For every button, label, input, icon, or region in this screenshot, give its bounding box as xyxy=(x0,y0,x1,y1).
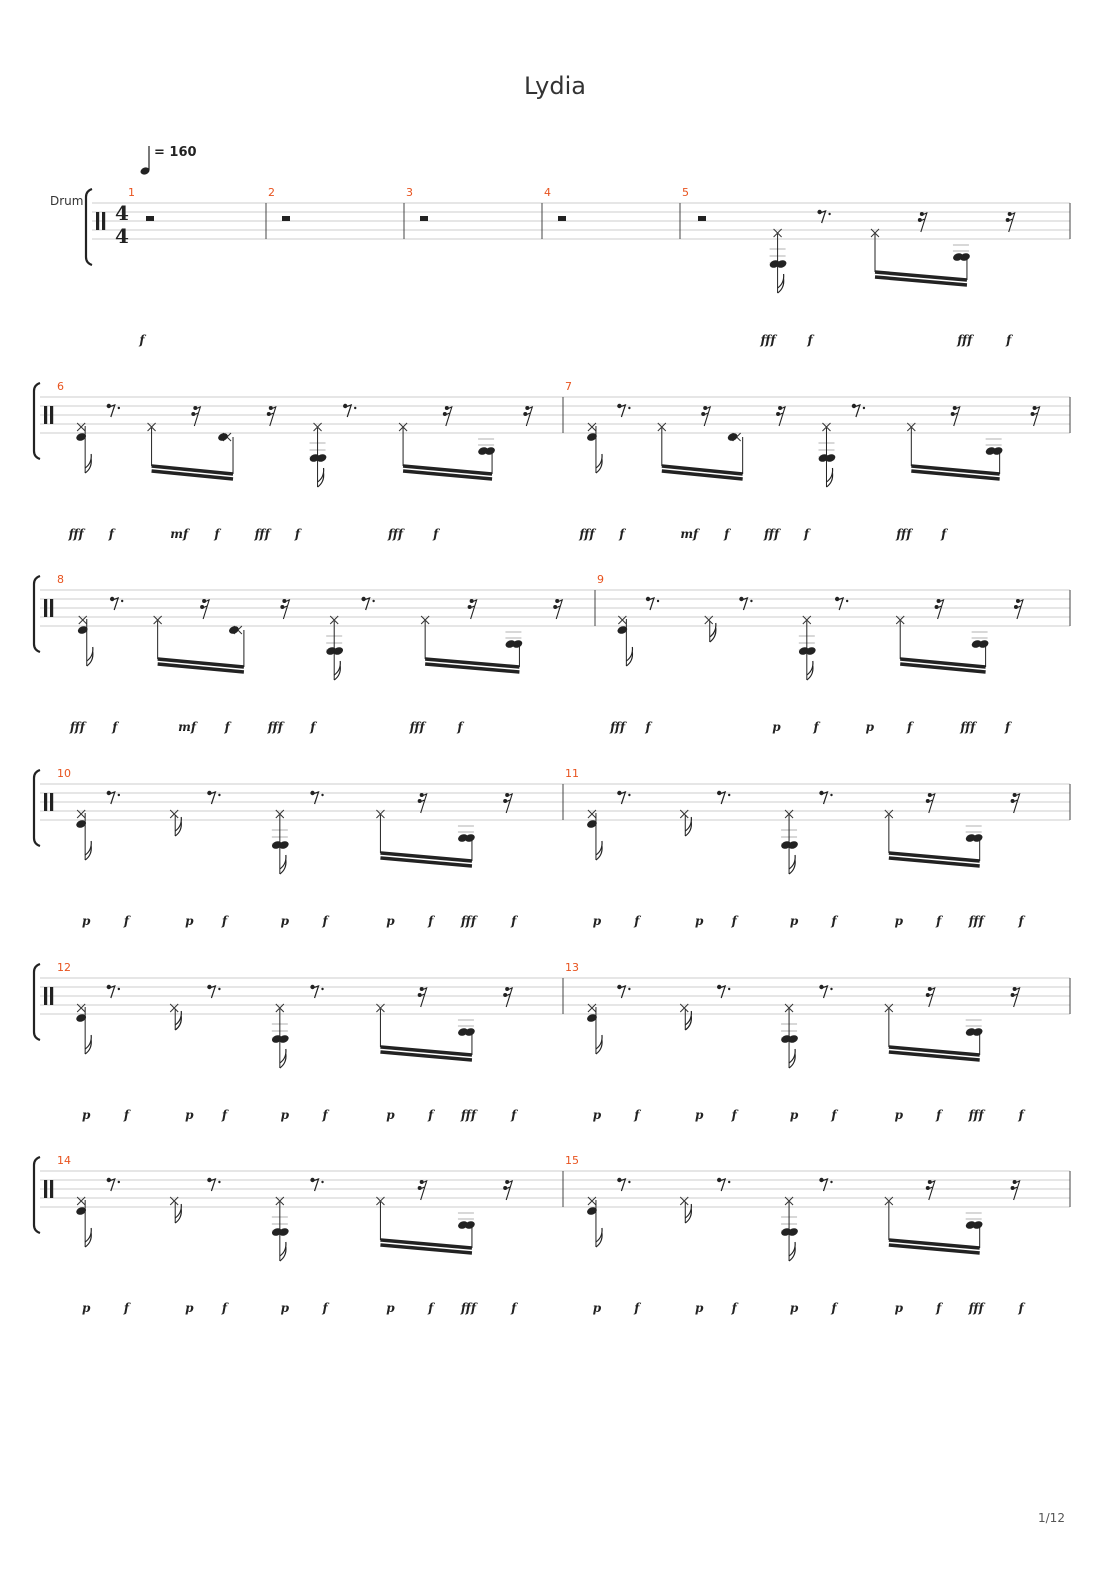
dynamic-marking: p xyxy=(386,914,395,928)
measure-number: 15 xyxy=(565,1154,579,1167)
dynamic-marking: f xyxy=(428,1108,434,1122)
sixteenth-rest xyxy=(951,406,960,426)
dynamic-marking: p xyxy=(592,914,602,928)
dynamic-marking: fff xyxy=(460,1108,476,1122)
sixteenth-rest xyxy=(503,793,512,813)
system-bracket xyxy=(34,383,40,459)
dynamic-marking: fff xyxy=(610,720,626,734)
dynamic-marking: f xyxy=(457,720,463,734)
dynamic-marking: fff xyxy=(760,333,776,347)
time-signature-bottom: 4 xyxy=(115,224,129,248)
dynamic-marking: f xyxy=(214,527,220,541)
sixteenth-rest xyxy=(926,987,935,1007)
measure xyxy=(616,597,1023,680)
dynamic-marking: f xyxy=(936,914,942,928)
dynamic-marking: f xyxy=(936,1301,942,1315)
dynamic-marking: p xyxy=(185,914,194,928)
notehead xyxy=(217,432,229,442)
measure xyxy=(77,597,562,680)
dynamic-marking: p xyxy=(386,1108,395,1122)
dynamic-marking: fff xyxy=(764,527,780,541)
dynamic-marking: mf xyxy=(170,527,189,541)
sixteenth-rest xyxy=(191,406,200,426)
dynamic-marking: p xyxy=(789,914,799,928)
dynamic-marking: f xyxy=(139,333,145,347)
notehead xyxy=(972,1220,984,1230)
dynamic-marking: f xyxy=(221,1301,228,1315)
score-title: Lydia xyxy=(524,72,586,100)
dynamic-marking: p xyxy=(280,1301,290,1315)
dynamic-marking: fff xyxy=(968,914,984,928)
sixteenth-rest xyxy=(1011,987,1020,1007)
sixteenth-rest xyxy=(503,987,512,1007)
measure-rest xyxy=(282,216,290,221)
sixteenth-rest xyxy=(418,987,427,1007)
measure-number: 12 xyxy=(57,961,71,974)
dynamic-marking: p xyxy=(592,1108,602,1122)
dynamic-marking: f xyxy=(511,1301,517,1315)
sixteenth-rest xyxy=(418,793,427,813)
staff-system xyxy=(0,961,1110,1151)
measure-number: 3 xyxy=(406,186,413,199)
measure-rest xyxy=(698,216,706,221)
measure xyxy=(558,216,566,221)
dynamic-marking: f xyxy=(322,914,328,928)
dynamic-marking: f xyxy=(634,1108,640,1122)
quarter-note-icon xyxy=(140,144,154,180)
dynamic-marking: f xyxy=(906,720,913,734)
measure-rest xyxy=(420,216,428,221)
notehead xyxy=(464,1220,476,1230)
dynamic-marking: fff xyxy=(460,1301,476,1315)
dynamic-marking: f xyxy=(634,1301,640,1315)
dynamic-marking: f xyxy=(123,1108,129,1122)
system-bracket xyxy=(34,770,40,846)
notehead xyxy=(972,833,984,843)
dynamic-marking: f xyxy=(1018,1108,1024,1122)
dynamic-marking: fff xyxy=(254,527,270,541)
dynamic-marking: fff xyxy=(579,527,595,541)
sixteenth-rest xyxy=(280,599,289,619)
dynamic-marking: f xyxy=(831,914,837,928)
percussion-clef-icon xyxy=(50,406,53,424)
dynamic-marking: f xyxy=(294,527,301,541)
dynamic-marking: p xyxy=(81,914,91,928)
sixteenth-rest xyxy=(918,212,927,232)
staff-system xyxy=(0,380,1110,570)
dynamic-marking: p xyxy=(592,1301,602,1315)
dynamic-marking: mf xyxy=(680,527,699,541)
dynamic-marking: f xyxy=(511,914,517,928)
percussion-clef-icon xyxy=(50,1180,53,1198)
staff-system xyxy=(0,1154,1110,1344)
notehead xyxy=(992,446,1004,456)
measure xyxy=(586,404,1040,487)
measure xyxy=(698,210,1015,293)
measure xyxy=(75,985,512,1068)
dynamic-marking: p xyxy=(185,1108,194,1122)
measure-number: 4 xyxy=(544,186,551,199)
dynamic-marking: f xyxy=(428,1301,434,1315)
dynamic-marking: f xyxy=(221,914,228,928)
measure-number: 6 xyxy=(57,380,64,393)
dynamic-marking: fff xyxy=(960,720,976,734)
staff xyxy=(0,1154,1110,1314)
dynamic-marking: p xyxy=(894,914,904,928)
dynamic-marking: p xyxy=(789,1108,799,1122)
system-bracket xyxy=(34,964,40,1040)
measure-number: 5 xyxy=(682,186,689,199)
measure-number: 13 xyxy=(565,961,579,974)
notehead xyxy=(464,833,476,843)
dynamic-marking: f xyxy=(224,720,230,734)
dynamic-marking: f xyxy=(310,720,316,734)
dynamic-marking: fff xyxy=(968,1108,984,1122)
page-number: 1/12 xyxy=(1038,1511,1065,1525)
dynamic-marking: f xyxy=(123,914,129,928)
measure xyxy=(75,791,512,874)
notehead xyxy=(511,639,523,649)
sixteenth-rest xyxy=(1011,1180,1020,1200)
sixteenth-rest xyxy=(418,1180,427,1200)
dynamic-marking: fff xyxy=(409,720,425,734)
measure-rest xyxy=(558,216,566,221)
dynamic-marking: f xyxy=(831,1108,837,1122)
dynamic-marking: fff xyxy=(68,527,84,541)
dynamic-marking: f xyxy=(724,527,730,541)
measure-rest xyxy=(146,216,154,221)
dynamic-marking: fff xyxy=(460,914,476,928)
tempo-value: = 160 xyxy=(154,145,197,160)
dynamic-marking: f xyxy=(433,527,439,541)
sixteenth-rest xyxy=(926,1180,935,1200)
dynamic-marking: p xyxy=(185,1301,194,1315)
dynamic-marking: p xyxy=(695,1108,704,1122)
time-signature-top: 4 xyxy=(115,201,129,225)
dynamic-marking: f xyxy=(803,527,810,541)
dynamic-marking: fff xyxy=(69,720,85,734)
measure xyxy=(420,216,428,221)
measure xyxy=(586,985,1020,1068)
notehead xyxy=(959,252,971,262)
sixteenth-rest xyxy=(1031,406,1040,426)
dynamic-marking: f xyxy=(322,1108,328,1122)
staff-system xyxy=(0,186,1110,376)
dynamic-marking: p xyxy=(894,1108,904,1122)
dynamic-marking: f xyxy=(108,527,114,541)
dynamic-marking: fff xyxy=(387,527,404,541)
sixteenth-rest xyxy=(443,406,452,426)
dynamic-marking: f xyxy=(511,1108,517,1122)
measure-number: 7 xyxy=(565,380,572,393)
sixteenth-rest xyxy=(553,599,562,619)
dynamic-marking: f xyxy=(123,1301,129,1315)
staff xyxy=(0,186,1110,346)
dynamic-marking: p xyxy=(865,720,875,734)
percussion-clef-icon xyxy=(44,987,47,1005)
dynamic-marking: f xyxy=(731,1108,737,1122)
sixteenth-rest xyxy=(1011,793,1020,813)
dynamic-marking: f xyxy=(1005,720,1011,734)
dynamic-marking: f xyxy=(813,720,819,734)
notehead xyxy=(978,639,990,649)
dynamic-marking: f xyxy=(634,914,640,928)
dynamic-marking: f xyxy=(831,1301,837,1315)
measure-number: 11 xyxy=(565,767,579,780)
notehead xyxy=(464,1027,476,1037)
sixteenth-rest xyxy=(468,599,477,619)
dynamic-marking: fff xyxy=(957,333,973,347)
instrument-name: Drum xyxy=(50,194,84,208)
measure xyxy=(146,216,154,221)
dynamic-marking: p xyxy=(695,1301,704,1315)
measure-number: 1 xyxy=(128,186,135,199)
dynamic-marking: f xyxy=(936,1108,942,1122)
sixteenth-rest xyxy=(1014,599,1023,619)
measure xyxy=(75,404,532,487)
dynamic-marking: fff xyxy=(968,1301,984,1315)
dynamic-marking: f xyxy=(941,527,947,541)
measure xyxy=(75,1178,512,1261)
sixteenth-rest xyxy=(267,406,276,426)
measure-number: 10 xyxy=(57,767,71,780)
sixteenth-rest xyxy=(200,599,209,619)
measure xyxy=(586,791,1020,874)
dynamic-marking: fff xyxy=(896,527,912,541)
dynamic-marking: f xyxy=(1006,333,1012,347)
staff xyxy=(0,380,1110,540)
percussion-clef-icon xyxy=(50,599,53,617)
sixteenth-rest xyxy=(776,406,785,426)
percussion-clef-icon xyxy=(44,1180,47,1198)
dynamic-marking: f xyxy=(112,720,118,734)
system-bracket xyxy=(34,1157,40,1233)
measure-number: 2 xyxy=(268,186,275,199)
staff-system xyxy=(0,573,1110,763)
sixteenth-rest xyxy=(926,793,935,813)
dynamic-marking: f xyxy=(1018,914,1024,928)
staff-system xyxy=(0,767,1110,957)
percussion-clef-icon xyxy=(50,987,53,1005)
percussion-clef-icon xyxy=(96,212,99,230)
dynamic-marking: f xyxy=(731,1301,737,1315)
dynamic-marking: p xyxy=(894,1301,904,1315)
percussion-clef-icon xyxy=(44,599,47,617)
system-bracket xyxy=(86,189,92,265)
notehead xyxy=(727,432,739,442)
dynamic-marking: mf xyxy=(178,720,196,734)
sixteenth-rest xyxy=(523,406,532,426)
measure-number: 8 xyxy=(57,573,64,586)
percussion-clef-icon xyxy=(50,793,53,811)
dynamic-marking: p xyxy=(789,1301,799,1315)
percussion-clef-icon xyxy=(44,406,47,424)
sixteenth-rest xyxy=(1006,212,1015,232)
dynamic-marking: f xyxy=(428,914,434,928)
dynamic-marking: p xyxy=(280,914,290,928)
dynamic-marking: f xyxy=(807,333,813,347)
dynamic-marking: f xyxy=(619,527,625,541)
measure xyxy=(586,1178,1020,1261)
dynamic-marking: p xyxy=(772,720,781,734)
system-bracket xyxy=(34,576,40,652)
notehead xyxy=(228,625,240,635)
dynamic-marking: p xyxy=(386,1301,395,1315)
sixteenth-rest xyxy=(935,599,944,619)
sixteenth-rest xyxy=(701,406,710,426)
dynamic-marking: f xyxy=(1018,1301,1024,1315)
measure-number: 9 xyxy=(597,573,604,586)
dynamic-marking: f xyxy=(322,1301,328,1315)
dynamic-marking: f xyxy=(221,1108,228,1122)
dynamic-marking: f xyxy=(645,720,651,734)
sixteenth-rest xyxy=(503,1180,512,1200)
dynamic-marking: p xyxy=(81,1108,91,1122)
notehead xyxy=(972,1027,984,1037)
dynamic-marking: p xyxy=(81,1301,91,1315)
dynamic-marking: p xyxy=(695,914,704,928)
dynamic-marking: p xyxy=(280,1108,290,1122)
measure xyxy=(282,216,290,221)
dynamic-marking: fff xyxy=(267,720,283,734)
staff xyxy=(0,573,1110,733)
percussion-clef-icon xyxy=(44,793,47,811)
notehead xyxy=(484,446,496,456)
staff xyxy=(0,961,1110,1121)
percussion-clef-icon xyxy=(102,212,105,230)
measure-number: 14 xyxy=(57,1154,71,1167)
staff xyxy=(0,767,1110,927)
dynamic-marking: f xyxy=(731,914,737,928)
